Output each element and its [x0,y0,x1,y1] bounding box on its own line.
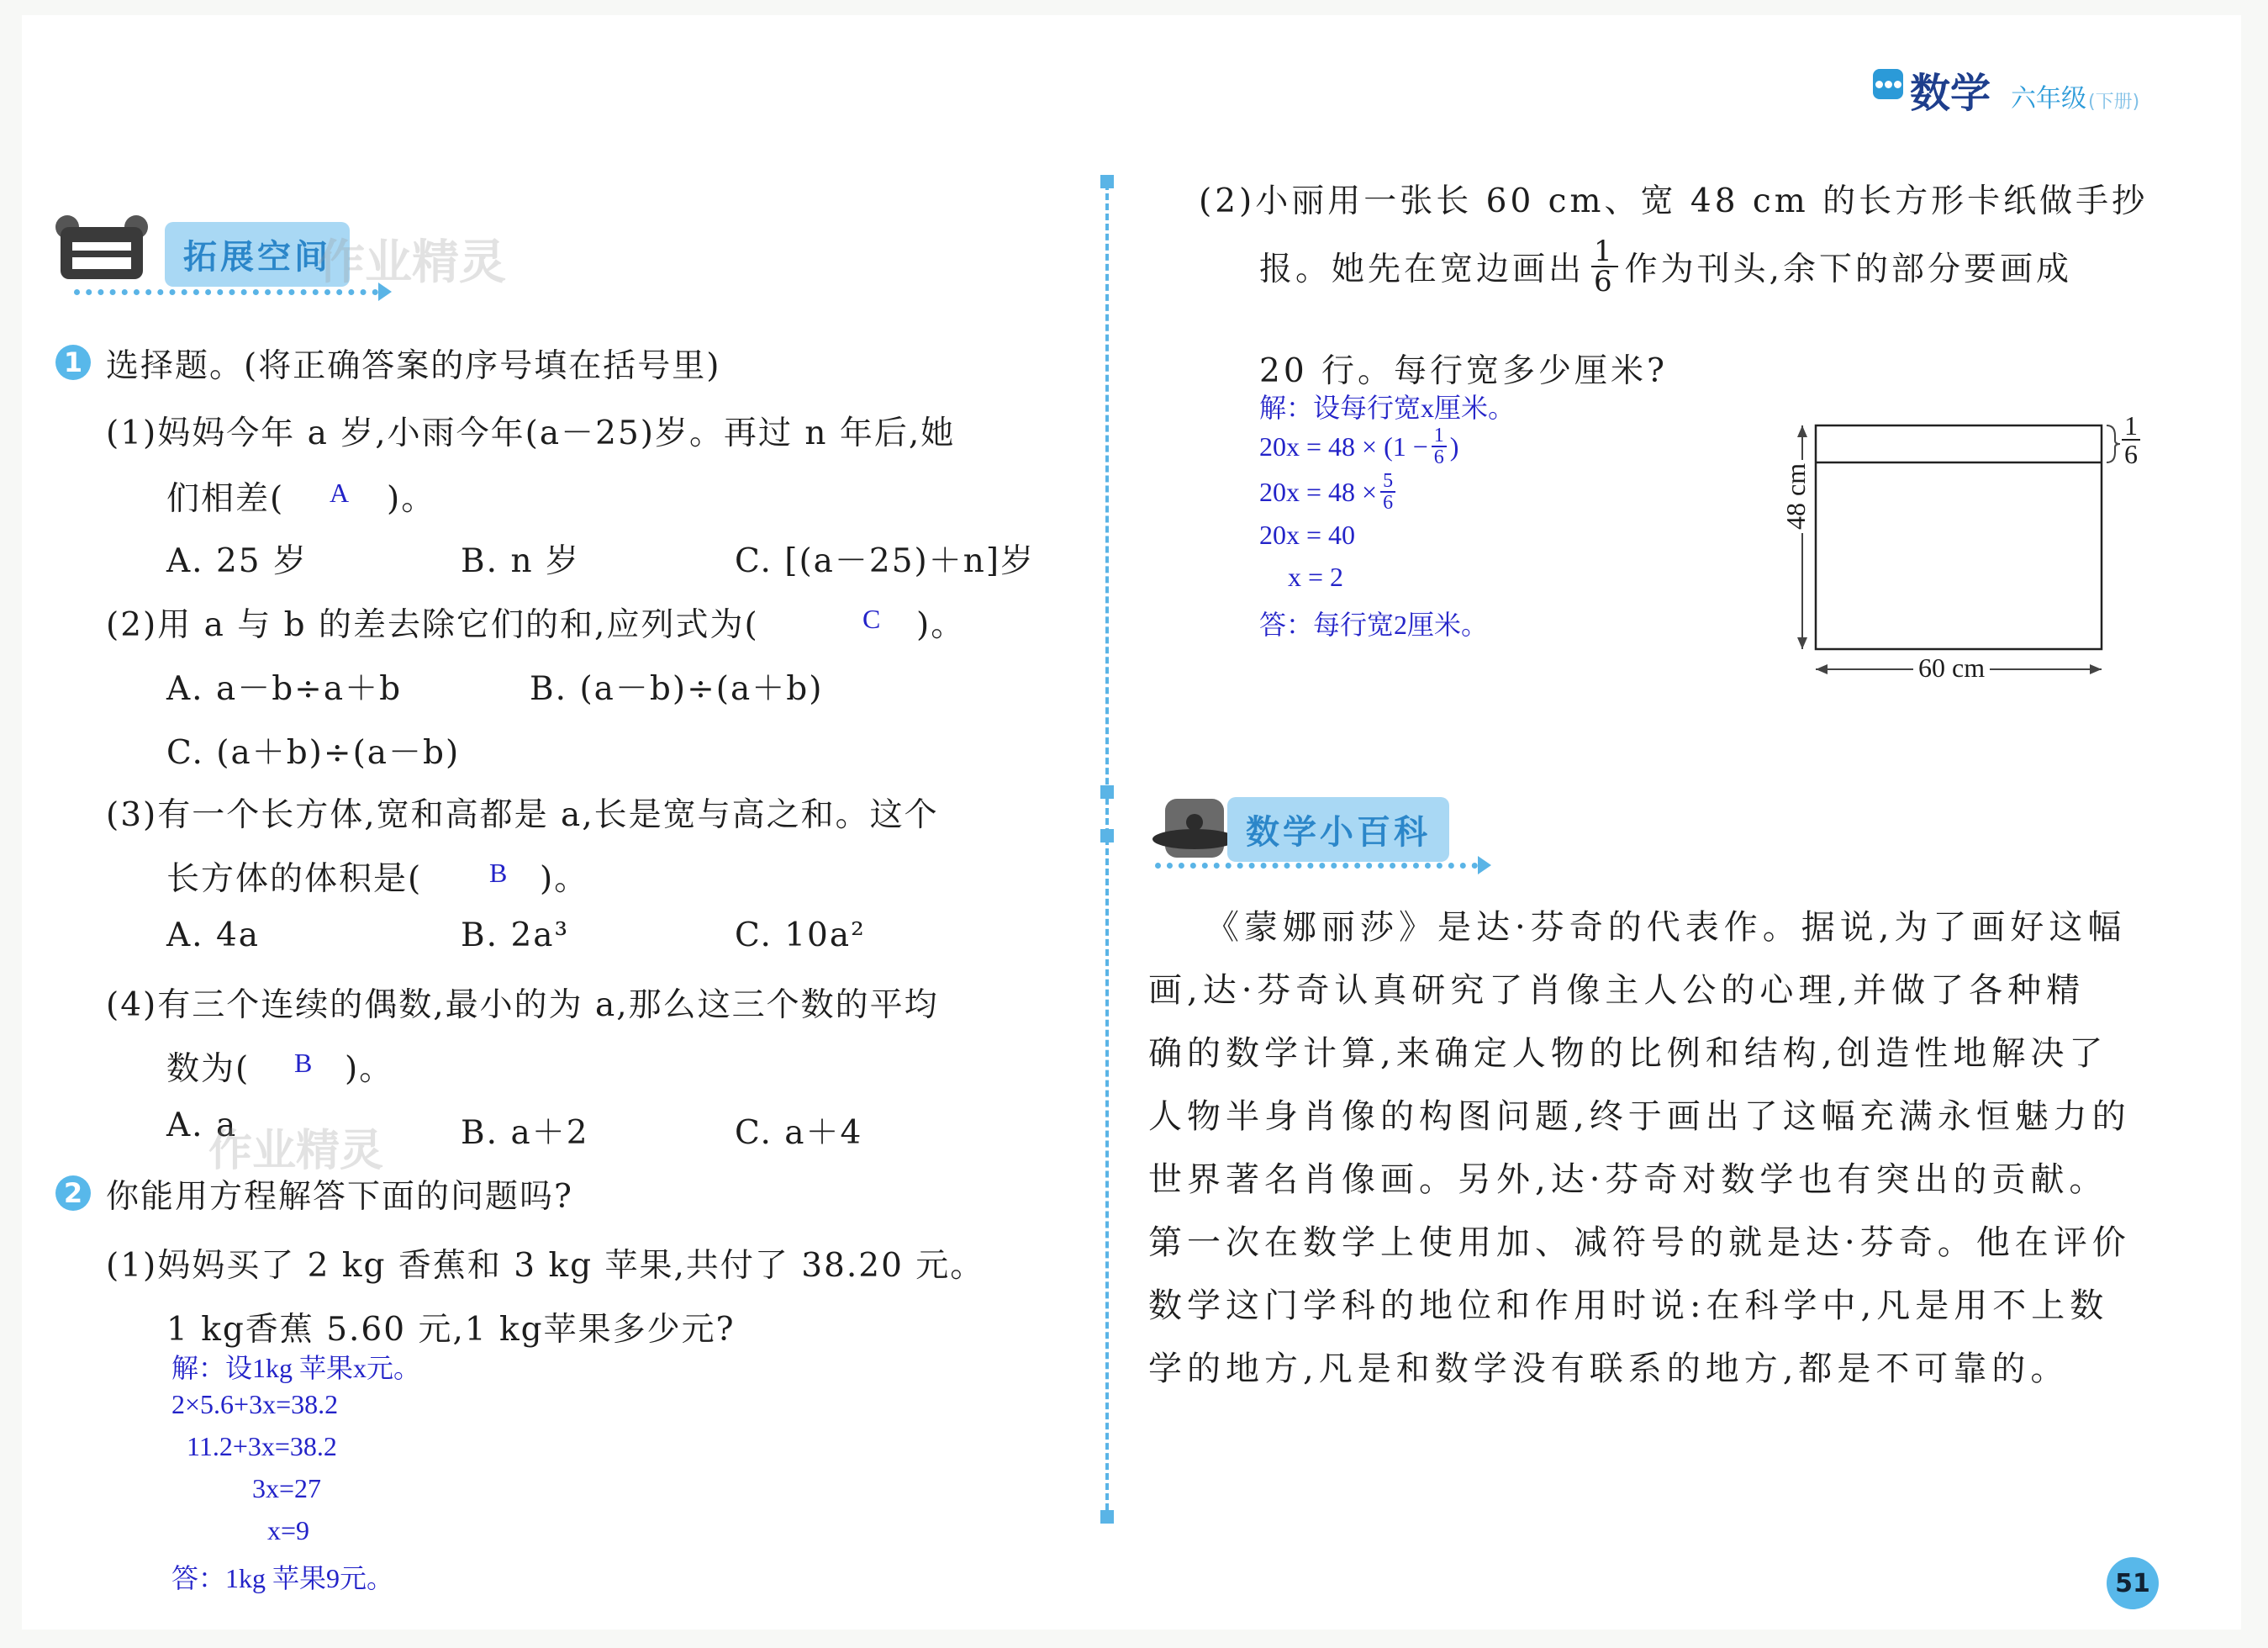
q2-s2-line2-post: 作为刊头,余下的部分要画成 [1624,251,2073,288]
p2-work-line-2-pre: 20x = 48 × (1 − [1259,430,1428,462]
q1-title: 选择题。(将正确答案的序号填在括号里) [106,347,721,385]
q2-work-line-5: x=9 [267,1515,310,1545]
q1-s3-line2-post: )。 [540,860,589,898]
q1-s4-line2-post: )。 [345,1050,394,1088]
divider-mark-1 [1100,785,1114,799]
q1-s2-option-b: B. (a－b)÷(a＋b) [530,670,824,708]
q1-s3-line1: (3)有一个长方体,宽和高都是 a,长是宽与高之和。这个 [106,796,939,834]
watermark-top: 作业精灵 [318,235,506,290]
q2-work-line-4: 3x=27 [252,1473,322,1503]
p2-work-line-3 [1259,471,1399,513]
q2-s1-line2: 1 kg香蕉 5.60 元,1 kg苹果多少元? [166,1311,736,1349]
question-number-1: 1 [55,345,91,380]
question-number-2: 2 [55,1175,91,1211]
q2-s2-fraction-den: 6 [1594,265,1616,298]
q2-work-line-2: 2×5.6+3x=38.2 [171,1389,339,1419]
diagram-fraction-num: 1 [2122,412,2140,441]
p2-work-line-2-frac [1432,425,1447,467]
q1-s4-option-a: A. a [166,1107,238,1144]
q1-s3-answer: B [489,858,508,888]
subject-logo-icon [1873,69,1903,99]
q1-s3-line2-pre: 长方体的体积是( [166,860,423,898]
q1-s4-line2-pre: 数为( [166,1050,251,1088]
banner-character-icon [52,212,151,288]
p2-work-line-5: x = 2 [1288,562,1344,592]
encyclopedia-line-5: 世界著名肖像画。另外,达·芬奇对数学也有突出的贡献。 [1148,1160,2108,1199]
divider-cap-bottom [1100,1510,1114,1524]
encyclopedia-line-4: 人物半身肖像的构图问题,终于画出了这幅充满永恒魅力的 [1148,1097,2131,1136]
p2-work-line-6: 答：每行宽2厘米。 [1259,610,1489,640]
q2-title: 你能用方程解答下面的问题吗? [106,1178,573,1216]
banner-dotline [74,289,378,295]
page-number: 51 [2107,1557,2159,1609]
diagram-fraction [2122,412,2140,467]
p2-work-line-2-post: ) [1449,430,1459,462]
p2-work-line-3-frac [1380,471,1395,513]
q1-s4-answer: B [294,1048,313,1078]
q1-s3-option-a: A. 4a [166,916,261,954]
diagram-fraction-den: 6 [2124,439,2138,469]
q1-s2-answer: C [862,604,881,634]
q1-s3-option-b: B. 2a³ [461,916,570,954]
q1-s1-line1: (1)妈妈今年 a 岁,小雨今年(a－25)岁。再过 n 年后,她 [106,415,956,452]
banner-arrow-right-icon [1478,856,1491,874]
q2-s2-fraction-num: 1 [1591,237,1618,267]
banner-arrow-icon [378,283,392,301]
q1-s1-line2-post: )。 [387,480,436,518]
encyclopedia-line-1: 《蒙娜丽莎》是达·芬奇的代表作。据说,为了画好这幅 [1205,908,2127,947]
q2-s2-line2-pre: 报。她先在宽边画出 [1259,251,1585,288]
q1-s1-answer: A [330,478,350,508]
q2-work-line-1: 解：设1kg 苹果x元。 [171,1353,421,1383]
p2-work-line-3-num: 5 [1380,471,1395,493]
q1-s2-option-a: A. a－b÷a＋b [166,670,403,708]
p2-work-line-2 [1259,425,1458,467]
encyclopedia-line-8: 学的地方,凡是和数学没有联系的地方,都是不可靠的。 [1148,1350,2070,1388]
q2-s2-line2 [1259,237,2072,296]
encyclopedia-line-6: 第一次在数学上使用加、减符号的就是达·芬奇。他在评价 [1148,1223,2131,1262]
encyclopedia-line-7: 数学这门学科的地位和作用时说:在科学中,凡是用不上数 [1148,1286,2109,1325]
header-volume: (下册) [2088,92,2140,113]
diagram-height-label: 48 cm [1780,460,1812,533]
q1-s4-option-c: C. a＋4 [735,1114,863,1152]
p2-work-line-3-den: 6 [1383,492,1394,514]
q2-s1-line1: (1)妈妈买了 2 kg 香蕉和 3 kg 苹果,共付了 38.20 元。 [106,1247,985,1285]
q1-s3-option-c: C. 10a² [735,916,866,954]
header-subject: 数学 [1910,70,1991,117]
q2-work-line-3: 11.2+3x=38.2 [187,1431,337,1461]
q1-s1-option-a: A. 25 岁 [166,542,308,580]
divider-mark-2 [1100,829,1114,842]
banner-dotline-right [1155,863,1478,869]
q1-s2-line-post: )。 [916,606,966,644]
q2-s2-line3: 20 行。每行宽多少厘米? [1259,352,1668,390]
q1-s2-line-pre: (2)用 a 与 b 的差去除它们的和,应列式为( [106,606,759,644]
header-grade: 六年级 [2011,84,2086,114]
section-banner-expand: 拓展空间 [165,222,350,287]
p2-work-line-2-den: 6 [1433,446,1444,468]
q2-work-line-6: 答：1kg 苹果9元。 [171,1563,394,1593]
q1-s1-option-c: C. [(a－25)＋n]岁 [735,542,1036,580]
q2-s2-fraction [1591,237,1618,296]
q1-s4-line1: (4)有三个连续的偶数,最小的为 a,那么这三个数的平均 [106,986,939,1024]
encyclopedia-line-2: 画,达·芬奇认真研究了肖像主人公的心理,并做了各种精 [1148,971,2086,1010]
p2-work-line-2-num: 1 [1432,425,1447,447]
q2-s2-line1: (2)小丽用一张长 60 cm、宽 48 cm 的长方形卡纸做手抄 [1199,182,2149,220]
diagram-width-label: 60 cm [1913,652,1990,684]
q1-s1-option-b: B. n 岁 [461,542,580,580]
q1-s4-option-b: B. a＋2 [461,1114,589,1152]
section-banner-encyclopedia: 数学小百科 [1227,797,1449,862]
q1-s2-option-c: C. (a＋b)÷(a－b) [166,734,461,772]
p2-work-line-1: 解：设每行宽x厘米。 [1259,393,1516,423]
encyclopedia-line-3: 确的数学计算,来确定人物的比例和结构,创造性地解决了 [1148,1034,2108,1073]
watermark-bottom: 作业精灵 [208,1126,384,1176]
p2-work-line-3-pre: 20x = 48 × [1259,476,1378,507]
p2-work-line-4: 20x = 40 [1259,520,1356,550]
column-divider [1105,183,1109,1520]
q1-s1-line2-pre: 们相差( [166,480,285,518]
